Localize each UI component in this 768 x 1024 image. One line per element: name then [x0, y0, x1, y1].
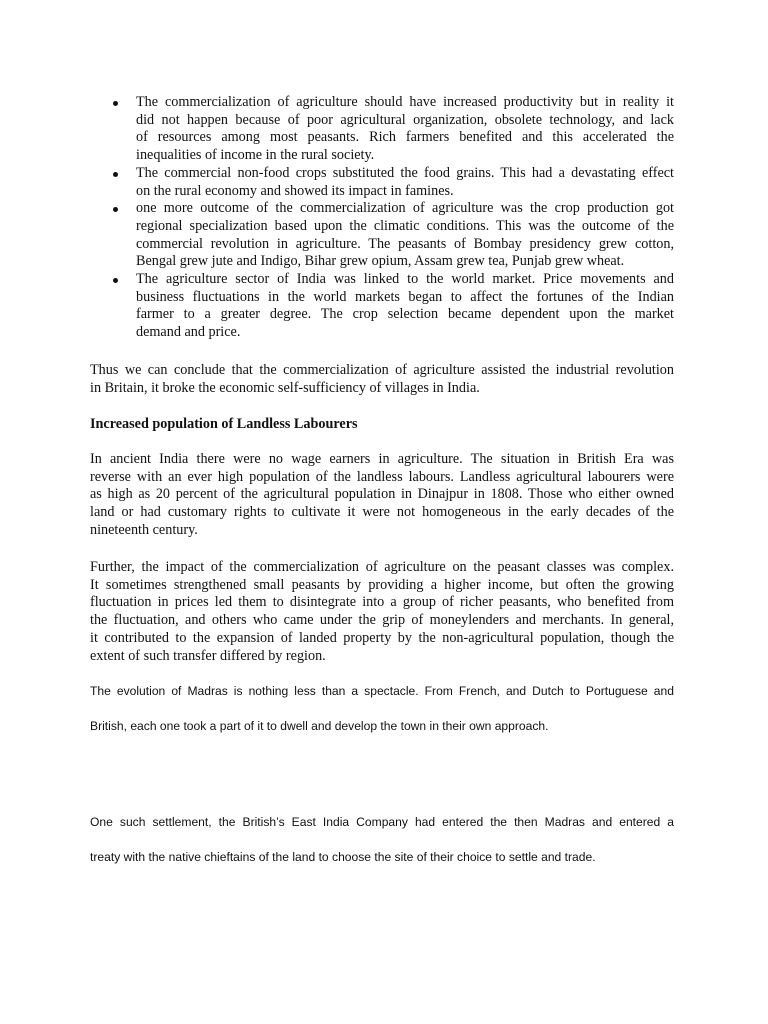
bullet-line: commercial revolution in agriculture. The peasants of Bombay presidency grew cotton, [136, 235, 674, 252]
bullet-dot-icon [113, 207, 118, 212]
paragraph-line: It sometimes strengthened small peasants by providing a higher income, but often the growing [90, 576, 674, 593]
bullet-item [110, 94, 674, 165]
bullet-line: Bengal grew jute and Indigo, Bihar grew opium, Assam grew tea, Punjab grew wheat. [136, 253, 625, 270]
bullet-line: business fluctuations in the world markets began to affect the fortunes of the Indian [136, 288, 674, 305]
paragraph-line: nineteenth century. [90, 521, 198, 538]
paragraph-line: In ancient India there were no wage earners in agriculture. The situation in British Era was [90, 451, 674, 467]
paragraph-line: One such settlement, the British’s East India Company had entered the then Madras and entered a [90, 815, 674, 829]
bullet-dot-icon [113, 101, 118, 106]
landless-labourers-paragraph [90, 451, 674, 540]
bullet-line: on the rural economy and showed its impact in famines. [136, 182, 454, 199]
paragraph-line: as high as 20 percent of the agricultural population in Dinajpur in 1808. Those who either owned [90, 486, 674, 503]
bullet-item [110, 200, 674, 271]
paragraph-line: Thus we can conclude that the commercialization of agriculture assisted the industrial revolution [90, 362, 674, 378]
bullet-line: regional specialization based upon the climatic conditions. This was the outcome of the [136, 217, 674, 234]
bullet-line: did not happen because of poor agricultural organization, obsolete technology, and lack [136, 111, 674, 128]
peasant-classes-paragraph [90, 559, 674, 665]
paragraph-line: The evolution of Madras is nothing less than a spectacle. From French, and Dutch to Portuguese and [90, 684, 674, 698]
paragraph-line: Further, the impact of the commercialization of agriculture on the peasant classes was complex. [90, 559, 674, 575]
paragraph-line: extent of such transfer differed by region. [90, 647, 326, 664]
paragraph-line: treaty with the native chieftains of the land to choose the site of their choice to settle and trade. [90, 850, 596, 864]
bullet-line: The commercialization of agriculture should have increased productivity but in reality it [136, 94, 674, 110]
paragraph-line: land or had customary rights to cultivate it were not homogeneous in the early decades of the [90, 504, 674, 521]
conclusion-paragraph [90, 362, 674, 397]
madras-evolution-paragraph [90, 683, 674, 735]
bullet-line: The agriculture sector of India was linked to the world market. Price movements and [136, 271, 674, 288]
bullet-list [110, 94, 674, 342]
bullet-line: one more outcome of the commercialization of agriculture was the crop production got [136, 200, 674, 217]
bullet-line: inequalities of income in the rural society. [136, 147, 375, 164]
bullet-dot-icon [113, 172, 118, 177]
paragraph-line: the fluctuation, and others who came under the grip of moneylenders and merchants. In general, [90, 612, 674, 629]
paragraph-line: fluctuation in prices led them to disintegrate into a group of richer peasants, who benefited from [90, 594, 674, 611]
bullet-item [110, 165, 674, 200]
bullet-line: of resources among most peasants. Rich farmers benefited and this accelerated the [136, 129, 674, 146]
bullet-item [110, 271, 674, 342]
bullet-line: demand and price. [136, 324, 241, 341]
bullet-line: The commercial non-food crops substituted the food grains. This had a devastating effect [136, 164, 674, 181]
paragraph-line: in Britain, it broke the economic self-sufficiency of villages in India. [90, 379, 480, 396]
section-heading: Increased population of Landless Labourers [90, 416, 358, 432]
paragraph-line: British, each one took a part of it to dwell and develop the town in their own approach. [90, 719, 549, 733]
bullet-line: farmer to a greater degree. The crop selection became dependent upon the market [136, 306, 674, 323]
paragraph-line: reverse with an ever high population of the landless labours. Landless agricultural labourers were [90, 468, 674, 485]
bullet-dot-icon [113, 278, 118, 283]
east-india-company-paragraph [90, 814, 674, 866]
paragraph-line: it contributed to the expansion of landed property by the non-agricultural population, though the [90, 629, 674, 646]
